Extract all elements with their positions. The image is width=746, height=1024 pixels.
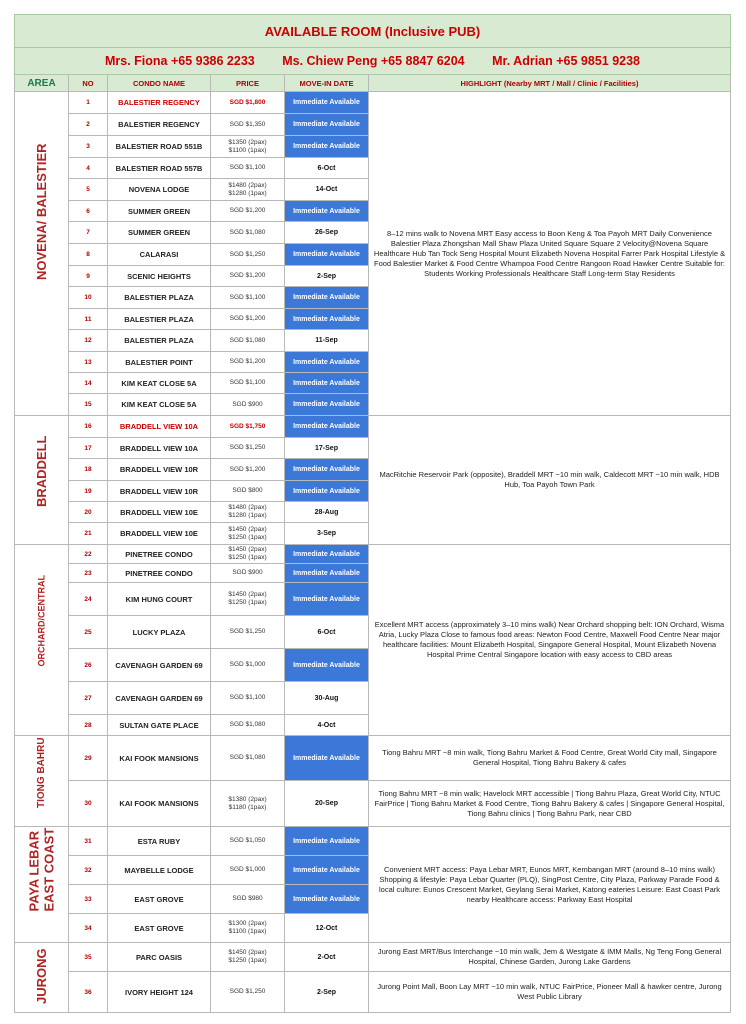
highlight-cell: Jurong Point Mall, Boon Lay MRT ~10 min walk, NTUC FairPrice, Pioneer Mall & hawker centre, Jurong West Public Library	[369, 972, 731, 1013]
condo-name: BALESTIER PLAZA	[108, 309, 211, 330]
condo-name: NOVENA LODGE	[108, 179, 211, 201]
table-row	[15, 972, 731, 1013]
header-price: PRICE	[211, 75, 285, 92]
price	[211, 438, 285, 459]
condo-name: CAVENAGH GARDEN 69	[108, 649, 211, 682]
header-move-in: MOVE-IN DATE	[285, 75, 369, 92]
price	[211, 92, 285, 114]
contact-adrian: Mr. Adrian +65 9851 9238	[492, 54, 641, 68]
condo-name: SCENIC HEIGHTS	[108, 266, 211, 287]
price-line: SGD $1,200	[229, 315, 266, 322]
price	[211, 736, 285, 781]
status-badge-available: Immediate Available	[285, 136, 369, 158]
row-number: 22	[69, 545, 108, 564]
condo-name: SUMMER GREEN	[108, 201, 211, 222]
condo-name: BALESTIER ROAD 557B	[108, 158, 211, 179]
move-in-date: 30-Aug	[285, 682, 369, 715]
status-badge-available: Immediate Available	[285, 583, 369, 616]
row-number: 32	[69, 856, 108, 885]
status-badge-available: Immediate Available	[285, 481, 369, 502]
area-label: TIONG BAHRU	[36, 736, 47, 808]
condo-name: BALESTIER ROAD 551B	[108, 136, 211, 158]
move-in-date: 2-Oct	[285, 943, 369, 972]
condo-name: BRADDELL VIEW 10E	[108, 502, 211, 523]
row-number: 29	[69, 736, 108, 781]
condo-name: PINETREE CONDO	[108, 564, 211, 583]
price	[211, 309, 285, 330]
price-line: SGD $1,250	[229, 988, 266, 995]
area-label-line: PAYA LEBAR	[26, 830, 42, 911]
condo-name: BALESTIER POINT	[108, 352, 211, 373]
price-line: SGD $1,080	[229, 721, 266, 728]
price	[211, 682, 285, 715]
price-line: $1380 (2pax)	[228, 795, 267, 803]
price	[211, 583, 285, 616]
price-line: SGD $1,250	[229, 444, 266, 451]
condo-name: PINETREE CONDO	[108, 545, 211, 564]
status-badge-available: Immediate Available	[285, 394, 369, 416]
price	[211, 244, 285, 266]
row-number: 26	[69, 649, 108, 682]
contact-chiew-peng: Ms. Chiew Peng +65 8847 6204	[282, 54, 465, 68]
row-number: 25	[69, 616, 108, 649]
header-area: AREA	[15, 75, 69, 92]
row-number: 30	[69, 781, 108, 827]
row-number: 8	[69, 244, 108, 266]
status-badge-available: Immediate Available	[285, 373, 369, 394]
price	[211, 179, 285, 201]
area-label: ORCHARD/CENTRAL	[36, 575, 47, 667]
condo-name: IVORY HEIGHT 124	[108, 972, 211, 1013]
table-row	[15, 92, 731, 114]
contact-row	[15, 48, 731, 75]
table-row	[15, 416, 731, 438]
row-number: 13	[69, 352, 108, 373]
table-row	[15, 545, 731, 564]
price	[211, 136, 285, 158]
condo-name: BALESTIER REGENCY	[108, 92, 211, 114]
price-line: SGD $1,080	[229, 336, 266, 344]
condo-name: BALESTIER PLAZA	[108, 287, 211, 309]
price-line: $1480 (2pax)	[228, 181, 267, 189]
condo-name: ESTA RUBY	[108, 827, 211, 856]
price	[211, 827, 285, 856]
price	[211, 416, 285, 438]
price	[211, 502, 285, 523]
price	[211, 266, 285, 287]
condo-name: KIM KEAT CLOSE 5A	[108, 373, 211, 394]
price-line: SGD $1,100	[229, 694, 266, 701]
status-badge-available: Immediate Available	[285, 416, 369, 438]
move-in-date: 28-Aug	[285, 502, 369, 523]
move-in-date: 2-Sep	[285, 972, 369, 1013]
header-no: NO	[69, 75, 108, 92]
row-number: 5	[69, 179, 108, 201]
price-line: $1350 (2pax)	[228, 138, 267, 146]
condo-name: BRADDELL VIEW 10R	[108, 481, 211, 502]
row-number: 1	[69, 92, 108, 114]
price-line: $1100 (1pax)	[228, 928, 267, 935]
highlight-cell: Excellent MRT access (approximately 3–10 mins walk) Near Orchard shopping belt: ION Orchard, Wisma Atria, Lucky Plaza Close to famous food areas: Newton Food Centre, Maxwell Food Centre Near major healthcare facilities: Mount Elizabeth Hospital, Singapore General Hospital, Mount Elizabeth Novena Hospital Prime Central Singapore location with easy access to CBD areas	[369, 545, 731, 736]
condo-name: CAVENAGH GARDEN 69	[108, 682, 211, 715]
price	[211, 394, 285, 416]
row-number: 16	[69, 416, 108, 438]
condo-name: BALESTIER PLAZA	[108, 330, 211, 352]
condo-name: KAI FOOK MANSIONS	[108, 736, 211, 781]
price	[211, 649, 285, 682]
room-listing-sheet	[14, 14, 730, 1013]
price	[211, 914, 285, 943]
condo-name: SUMMER GREEN	[108, 222, 211, 244]
condo-name: BRADDELL VIEW 10A	[108, 416, 211, 438]
price-line: $1180 (1pax)	[228, 803, 267, 811]
row-number: 23	[69, 564, 108, 583]
highlight-cell: 8–12 mins walk to Novena MRT Easy access to Boon Keng & Toa Payoh MRT Daily Convenience Balestier Plaza Zhongshan Mall Shaw Plaza United Square Square 2 Velocity@Novena Square Healthcare Hub Tan Tock Seng Hospital Mount Elizabeth Novena Hospital Farrer Park Hospital Lifestyle & Food Balestier Market & Food Centre Whampoa Food Centre Rangoon Road Hawker Centre Suitable for: Students Working Professionals Healthcare Staff Long-term Stay Residents	[369, 92, 731, 416]
row-number: 11	[69, 309, 108, 330]
condo-name: BRADDELL VIEW 10R	[108, 459, 211, 481]
room-table	[14, 14, 731, 1013]
area-label: JURONG	[34, 948, 49, 1004]
area-cell	[15, 827, 69, 943]
status-badge-available: Immediate Available	[285, 201, 369, 222]
header-condo: CONDO NAME	[108, 75, 211, 92]
price-line: SGD $1,100	[229, 379, 266, 386]
row-number: 2	[69, 114, 108, 136]
status-badge-available: Immediate Available	[285, 352, 369, 373]
status-badge-available: Immediate Available	[285, 459, 369, 481]
row-number: 4	[69, 158, 108, 179]
title-row	[15, 15, 731, 48]
price-line: $1480 (2pax)	[228, 504, 267, 511]
price-line: SGD $1,000	[229, 866, 266, 873]
area-cell	[15, 736, 69, 827]
highlight-cell: Tiong Bahru MRT ~8 min walk, Tiong Bahru Market & Food Centre, Great World City mall, Singapore General Hospital, Tiong Bahru Bakery & cafes	[369, 736, 731, 781]
row-number: 21	[69, 523, 108, 545]
price-line: SGD $1,080	[229, 228, 266, 236]
row-number: 20	[69, 502, 108, 523]
price-line: SGD $1,080	[229, 754, 266, 761]
condo-name: KAI FOOK MANSIONS	[108, 781, 211, 827]
price	[211, 222, 285, 244]
row-number: 10	[69, 287, 108, 309]
status-badge-available: Immediate Available	[285, 564, 369, 583]
status-badge-available: Immediate Available	[285, 309, 369, 330]
condo-name: BALESTIER REGENCY	[108, 114, 211, 136]
row-number: 36	[69, 972, 108, 1013]
move-in-date: 26-Sep	[285, 222, 369, 244]
price-line: $1450 (2pax)	[228, 546, 267, 553]
row-number: 27	[69, 682, 108, 715]
row-number: 15	[69, 394, 108, 416]
status-badge-available: Immediate Available	[285, 885, 369, 914]
row-number: 28	[69, 715, 108, 736]
move-in-date: 4-Oct	[285, 715, 369, 736]
move-in-date: 14-Oct	[285, 179, 369, 201]
condo-name: EAST GROVE	[108, 914, 211, 943]
row-number: 19	[69, 481, 108, 502]
condo-name: BRADDELL VIEW 10E	[108, 523, 211, 545]
price-line: SGD $1,250	[229, 628, 266, 635]
price-line: SGD $980	[232, 895, 263, 902]
highlight-cell: Convenient MRT access: Paya Lebar MRT, Eunos MRT, Kembangan MRT (around 8–10 mins walk) Shopping & lifestyle: Paya Lebar Quarter (PLQ), SingPost Centre, City Plaza, Parkway Parade Food & local culture: Eunos Crescent Market, Geylang Serai Market, Katong eateries Leisure: East Coast Park nearby Healthcare access: Parkway East Hospital	[369, 827, 731, 943]
row-number: 31	[69, 827, 108, 856]
column-header-row	[15, 75, 731, 92]
row-number: 3	[69, 136, 108, 158]
area-label: BRADDELL	[34, 435, 49, 507]
price	[211, 523, 285, 545]
price	[211, 715, 285, 736]
price	[211, 481, 285, 502]
price	[211, 781, 285, 827]
price-line: SGD $1,000	[229, 661, 266, 668]
price-line: SGD $1,100	[229, 164, 266, 171]
price	[211, 330, 285, 352]
row-number: 12	[69, 330, 108, 352]
price	[211, 856, 285, 885]
price-line: $1250 (1pax)	[228, 554, 267, 561]
price	[211, 114, 285, 136]
area-cell	[15, 92, 69, 416]
condo-name: BRADDELL VIEW 10A	[108, 438, 211, 459]
table-row	[15, 736, 731, 781]
condo-name: PARC OASIS	[108, 943, 211, 972]
row-number: 9	[69, 266, 108, 287]
row-number: 33	[69, 885, 108, 914]
price	[211, 972, 285, 1013]
condo-name: EAST GROVE	[108, 885, 211, 914]
price-line: SGD $1,200	[229, 358, 266, 365]
area-cell	[15, 943, 69, 1013]
area-cell	[15, 545, 69, 736]
price	[211, 158, 285, 179]
price-line: SGD $1,200	[229, 272, 266, 279]
price-line: SGD $1,750	[229, 422, 266, 430]
price-line: SGD $1,800	[229, 98, 266, 106]
table-row	[15, 827, 731, 856]
condo-name: SULTAN GATE PLACE	[108, 715, 211, 736]
price-line: $1300 (2pax)	[228, 920, 267, 927]
area-label-line: EAST COAST	[41, 827, 57, 911]
price-line: $1450 (2pax)	[228, 949, 267, 956]
status-badge-available: Immediate Available	[285, 545, 369, 564]
row-number: 17	[69, 438, 108, 459]
price-line: $1250 (1pax)	[228, 533, 267, 541]
price-line: $1280 (1pax)	[228, 512, 267, 519]
table-row	[15, 781, 731, 827]
row-number: 35	[69, 943, 108, 972]
condo-name: CALARASI	[108, 244, 211, 266]
move-in-date: 2-Sep	[285, 266, 369, 287]
row-number: 24	[69, 583, 108, 616]
row-number: 7	[69, 222, 108, 244]
move-in-date: 17-Sep	[285, 438, 369, 459]
price-line: $1100 (1pax)	[228, 146, 267, 154]
price	[211, 616, 285, 649]
price-line: $1250 (1pax)	[228, 599, 267, 606]
price-line: SGD $900	[232, 400, 263, 408]
price	[211, 352, 285, 373]
row-number: 6	[69, 201, 108, 222]
price	[211, 943, 285, 972]
price-line: $1280 (1pax)	[228, 189, 267, 197]
condo-name: KIM HUNG COURT	[108, 583, 211, 616]
price-line: SGD $1,200	[229, 207, 266, 214]
contact-fiona: Mrs. Fiona +65 9386 2233	[104, 54, 255, 68]
move-in-date: 3-Sep	[285, 523, 369, 545]
highlight-cell: Jurong East MRT/Bus Interchange ~10 min walk, Jem & Westgate & IMM Malls, Ng Teng Fong General Hospital, Chinese Garden, Jurong Lake Gardens	[369, 943, 731, 972]
status-badge-available: Immediate Available	[285, 827, 369, 856]
price	[211, 287, 285, 309]
area-cell	[15, 416, 69, 545]
move-in-date: 11-Sep	[285, 330, 369, 352]
highlight-cell: MacRitchie Reservoir Park (opposite), Braddell MRT ~10 min walk, Caldecott MRT ~10 min walk, HDB Hub, Toa Payoh Town Park	[369, 416, 731, 545]
price	[211, 564, 285, 583]
status-badge-available: Immediate Available	[285, 736, 369, 781]
price-line: $1250 (1pax)	[228, 957, 267, 964]
price-line: SGD $1,100	[229, 293, 266, 301]
condo-name: MAYBELLE LODGE	[108, 856, 211, 885]
condo-name: KIM KEAT CLOSE 5A	[108, 394, 211, 416]
highlight-cell: Tiong Bahru MRT ~8 min walk; Havelock MRT accessible | Tiong Bahru Plaza, Great World City, NTUC FairPrice | Tiong Bahru Market & Food Centre, Tiong Bahru Bakery & cafes | Singapore General Hospital, Tiong Bahru clinics | Tiong Bahru Park, near CBD	[369, 781, 731, 827]
status-badge-available: Immediate Available	[285, 114, 369, 136]
condo-name: LUCKY PLAZA	[108, 616, 211, 649]
price-line: SGD $1,250	[229, 250, 266, 258]
move-in-date: 6-Oct	[285, 616, 369, 649]
move-in-date: 12-Oct	[285, 914, 369, 943]
row-number: 18	[69, 459, 108, 481]
price	[211, 201, 285, 222]
price	[211, 545, 285, 564]
row-number: 14	[69, 373, 108, 394]
status-badge-available: Immediate Available	[285, 92, 369, 114]
price-line: SGD $1,200	[229, 465, 266, 473]
move-in-date: 6-Oct	[285, 158, 369, 179]
row-number: 34	[69, 914, 108, 943]
status-badge-available: Immediate Available	[285, 287, 369, 309]
price-line: $1450 (2pax)	[228, 525, 267, 533]
table-row	[15, 943, 731, 972]
price-line: SGD $1,050	[229, 837, 266, 844]
price	[211, 885, 285, 914]
area-label	[26, 827, 57, 911]
price-line: $1450 (2pax)	[228, 591, 267, 598]
price-line: SGD $1,350	[229, 120, 266, 128]
page-title: AVAILABLE ROOM (Inclusive PUB)	[15, 15, 731, 48]
price	[211, 373, 285, 394]
price-line: SGD $900	[232, 569, 263, 576]
price-line: SGD $800	[232, 487, 263, 494]
status-badge-available: Immediate Available	[285, 649, 369, 682]
contacts	[15, 48, 731, 75]
area-label: NOVENA/ BALESTIER	[34, 143, 49, 280]
move-in-date: 20-Sep	[285, 781, 369, 827]
status-badge-available: Immediate Available	[285, 856, 369, 885]
price	[211, 459, 285, 481]
status-badge-available: Immediate Available	[285, 244, 369, 266]
header-highlight: HIGHLIGHT (Nearby MRT / Mall / Clinic / Facilities)	[369, 75, 731, 92]
